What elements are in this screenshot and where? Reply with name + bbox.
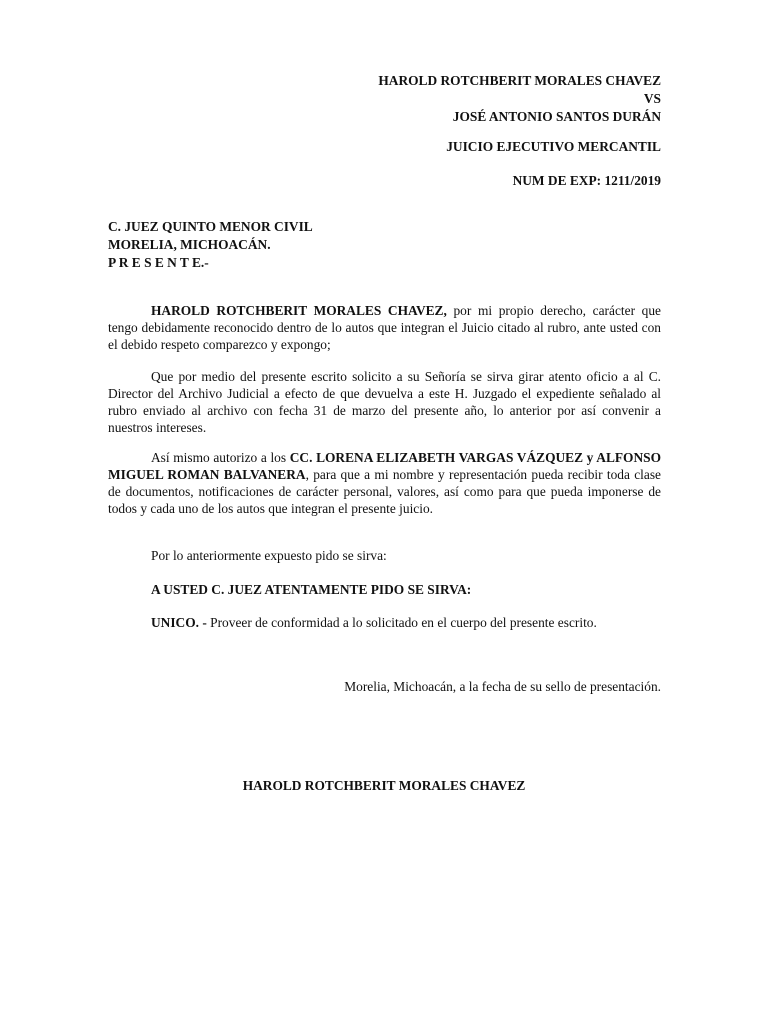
paragraph-3 [108,449,661,517]
signature-name: HAROLD ROTCHBERIT MORALES CHAVEZ [242,778,526,793]
paragraph-6 [108,614,661,631]
party-2: JOSÉ ANTONIO SANTOS DURÁN [452,109,661,124]
paragraph-4 [108,547,661,564]
addressee-block [108,218,313,272]
paragraph-4-text: Por lo anteriormente expuesto pido se sirva: [151,548,387,563]
file-number: NUM DE EXP: 1211/2019 [512,173,661,188]
addressee-line-2: MORELIA, MICHOACÁN. [108,237,271,252]
paragraph-2-text: Que por medio del presente escrito solicito a su Señoría se sirva girar atento oficio a al C. Director del Archivo Judicial a efecto de que devuelva a este H. Juzgado el expediente señalado al rubro enviado al archivo con fecha 31 de marzo del presente año, lo anterior por así convenir a nuestros intereses. [108,369,661,435]
petitioner-name: HAROLD ROTCHBERIT MORALES CHAVEZ, [151,303,447,318]
paragraph-3-text: , para que a mi nombre y representación pueda recibir toda clase de documentos, notificaciones de carácter personal, valores, así como para que pueda imponerse de todos y cada uno de los autos que integran el presente juicio. [108,467,661,516]
authorized-persons: CC. LORENA ELIZABETH VARGAS VÁZQUEZ y ALFONSO MIGUEL ROMAN BALVANERA [108,450,661,482]
addressee-line-3: P R E S E N T E.- [108,255,209,270]
paragraph-3-intro: Así mismo autorizo a los [151,450,290,465]
petition-heading: A USTED C. JUEZ ATENTAMENTE PIDO SE SIRVA: [151,582,472,597]
unico-label: UNICO. - [151,615,207,630]
party-1: HAROLD ROTCHBERIT MORALES CHAVEZ [378,73,661,88]
paragraph-1-text: por mi propio derecho, carácter que tengo debidamente reconocido dentro de lo autos que integran el Juicio citado al rubro, ante usted con el debido respeto comparezco y expongo; [108,303,661,352]
paragraph-5 [108,581,661,598]
versus-label: VS [643,91,661,106]
case-parties [378,72,661,126]
case-type: JUICIO EJECUTIVO MERCANTIL [446,139,661,154]
paragraph-1 [108,302,661,353]
paragraph-6-text: Proveer de conformidad a lo solicitado en el cuerpo del presente escrito. [206,615,597,630]
addressee-line-1: C. JUEZ QUINTO MENOR CIVIL [108,219,313,234]
place-date: Morelia, Michoacán, a la fecha de su sello de presentación. [344,679,661,694]
paragraph-2 [108,368,661,436]
signature-block [0,778,768,794]
